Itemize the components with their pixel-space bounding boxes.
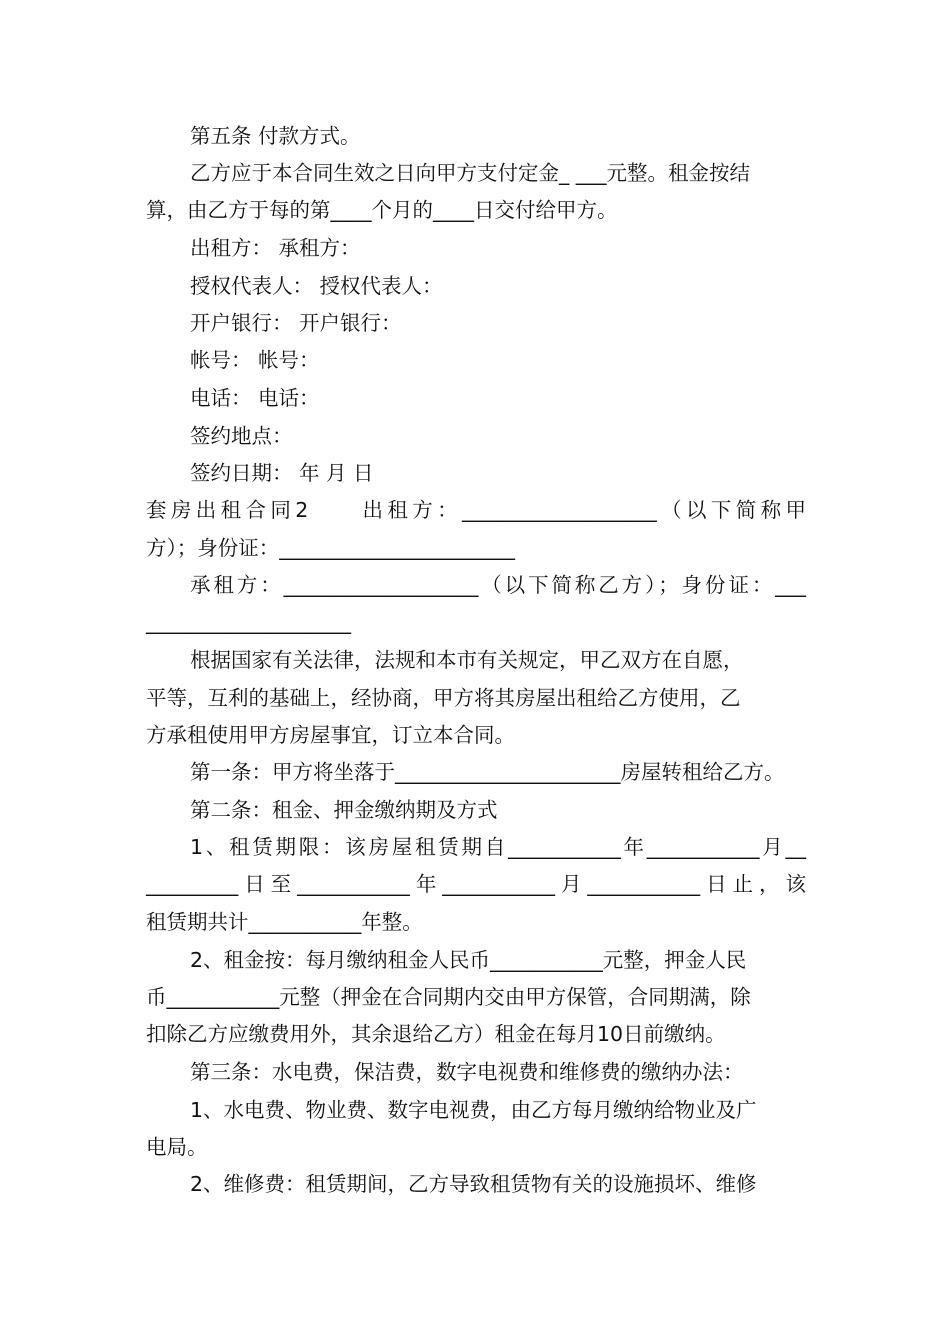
lessee-id-blank: ____________________ (146, 610, 351, 634)
authorized-representative-label: 授权代表人： 授权代表人： (190, 274, 443, 298)
article-5-heading: 第五条 付款方式。 (190, 124, 361, 148)
preamble-line-1: 根据国家有关法律，法规和本市有关规定，甲乙双方在自愿， (190, 648, 744, 672)
rent-line-3: 扣除乙方应缴费用外，其余退给乙方）租金在每月10日前缴纳。 (146, 1022, 726, 1046)
lessor-id-line: 方）；身份证：_______________________ (146, 536, 515, 560)
lessor-lessee-label: 出租方： 承租方： (190, 236, 361, 260)
deposit-clause-line-2: 算，由乙方于每的第____个月的____日交付给甲方。 (146, 198, 618, 222)
maintenance-line: 2、维修费：租赁期间，乙方导致租赁物有关的设施损坏、维修 (190, 1172, 757, 1196)
rent-line-1: 2、租金按：每月缴纳租金人民币___________元整，押金人民 (190, 948, 747, 972)
phone-label: 电话： 电话： (190, 386, 320, 410)
utilities-line-2: 电局。 (146, 1135, 208, 1159)
lease-term-line-1: 1、租赁期限：该房屋租赁期自___________年___________月__ (190, 835, 806, 859)
signing-date-label: 签约日期： 年 月 日 (190, 461, 374, 485)
lessee-line: 承租方：___________________（以下简称乙方）；身份证：___ (190, 573, 806, 597)
lease-term-line-3: 租赁期共计___________年整。 (146, 910, 423, 934)
bank-label: 开户银行： 开户银行： (190, 311, 402, 335)
utilities-line-1: 1、水电费、物业费、数字电视费，由乙方每月缴纳给物业及广 (190, 1098, 757, 1122)
article-1-line: 第一条：甲方将坐落于______________________房屋转租给乙方。 (190, 760, 785, 784)
rent-line-2: 币___________元整（押金在合同期内交由甲方保管，合同期满，除 (146, 985, 751, 1009)
account-label: 帐号： 帐号： (190, 348, 320, 372)
article-3-heading: 第三条：水电费，保洁费，数字电视费和维修费的缴纳办法： (190, 1060, 744, 1084)
preamble-line-2: 平等，互利的基础上，经协商，甲方将其房屋出租给乙方使用，乙 (146, 686, 741, 710)
lease-term-line-2: _________日至___________年___________月___________日止，该 (146, 872, 806, 896)
contract-2-title-line: 套房出租合同2 出租方：___________________（以下简称甲 (146, 498, 806, 522)
article-2-heading: 第二条：租金、押金缴纳期及方式 (190, 798, 498, 822)
signing-place-label: 签约地点： (190, 424, 293, 448)
preamble-line-3: 方承租使用甲方房屋事宜，订立本合同。 (146, 723, 515, 747)
deposit-clause-line-1: 乙方应于本合同生效之日向甲方支付定金_ ___元整。租金按结 (190, 161, 751, 185)
